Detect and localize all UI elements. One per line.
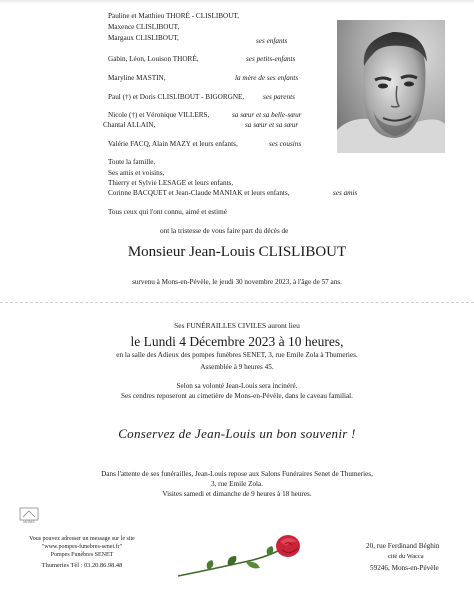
relation-label: ses enfants (256, 37, 288, 45)
family-line: Margaux CLISLIBOUT, (108, 34, 179, 42)
relation-label: ses parents (263, 93, 295, 101)
family-line: Thierry et Sylvie LESAGE et leurs enfants, (108, 179, 234, 187)
wish-line: Selon sa volonté Jean-Louis sera incinéré. (176, 382, 298, 390)
family-line: Gabin, Léon, Louison THORÉ, (108, 55, 199, 63)
scan-edge (0, 0, 474, 4)
family-line: Paul (†) et Doris CLISLIBOUT - BIGORGNE, (108, 93, 245, 101)
family-line: Chantal ALLAIN, (103, 121, 156, 129)
website-text: "www.pompes-funebres-senet.fr" (41, 544, 123, 550)
deceased-name: Monsieur Jean-Louis CLISLIBOUT (127, 244, 347, 260)
family-line: Nicole (†) et Véronique VILLERS, (108, 111, 210, 119)
funeral-home-logo (18, 507, 40, 527)
relation-label: sa sœur et sa belle-sœur (232, 111, 302, 119)
relation-label: sa sœur et sa sœur (245, 121, 299, 129)
visit-line: Visites samedi et dimanche de 9 heures à 18 heures. (162, 490, 312, 498)
family-line: Toute la famille, (108, 158, 156, 166)
logo-text: MONIS (23, 520, 35, 524)
portrait-photo (337, 20, 445, 153)
funeral-place: en la salle des Adieux des pompes funèbres SENET, 3, rue Emile Zola à Thumeries. (116, 351, 358, 359)
fold-line (0, 302, 474, 303)
funeral-intro: Ses FUNÉRAILLES CIVILES auront lieu (174, 321, 300, 330)
family-line: Tous ceux qui l'ont connu, aimé et estimé (108, 208, 227, 216)
funeral-date: le Lundi 4 Décembre 2023 à 10 heures, (130, 334, 344, 349)
family-line: Pauline et Matthieu THORÉ - CLISLIBOUT, (108, 12, 240, 20)
announce-text: ont la tristesse de vous faire part du décès de (160, 227, 289, 235)
death-info: survenu à Mons-en-Pévèle, le jeudi 30 novembre 2023, à l'âge de 57 ans. (132, 278, 342, 286)
wish-line: Ses cendres reposeront au cimetière de Mons-en-Pévèle, dans le caveau familial. (121, 392, 353, 400)
funeral-assembly: Assemblée à 9 heures 45. (200, 363, 274, 371)
visit-line: 3, rue Emile Zola. (210, 480, 264, 488)
rose-icon (168, 532, 308, 582)
footer-left-line: Vous pouvez adresser un message sur le site (29, 536, 135, 542)
remembrance-script: Conservez de Jean-Louis un bon souvenir ! (118, 426, 356, 441)
relation-label: ses petits-enfants (246, 55, 296, 63)
family-line: Maryline MASTIN, (108, 74, 166, 82)
family-line: Ses amis et voisins, (108, 169, 165, 177)
family-line: Corinne BACQUET et Jean-Claude MANIAK et leurs enfants, (108, 189, 290, 197)
address-line: 20, rue Ferdinand Béghin (366, 542, 440, 550)
address-line: 59246, Mons-en-Pévèle (370, 564, 439, 572)
relation-label: ses amis (333, 189, 358, 197)
visit-line: Dans l'attente de ses funérailles, Jean-Louis repose aux Salons Funéraires Senet de Thumeries, (101, 470, 373, 478)
family-line: Maxence CLISLIBOUT, (108, 23, 180, 31)
address-line: cité du Wacca (388, 553, 424, 560)
phone-text: Thumeries Tél : 03.20.86.98.48 (41, 562, 123, 569)
footer-left-line: Pompes Funèbres SENET (50, 552, 114, 558)
relation-label: ses cousins (269, 140, 302, 148)
family-line: Valérie FACQ, Alain MAZY et leurs enfants, (108, 140, 238, 148)
relation-label: la mère de ses enfants (235, 74, 299, 82)
